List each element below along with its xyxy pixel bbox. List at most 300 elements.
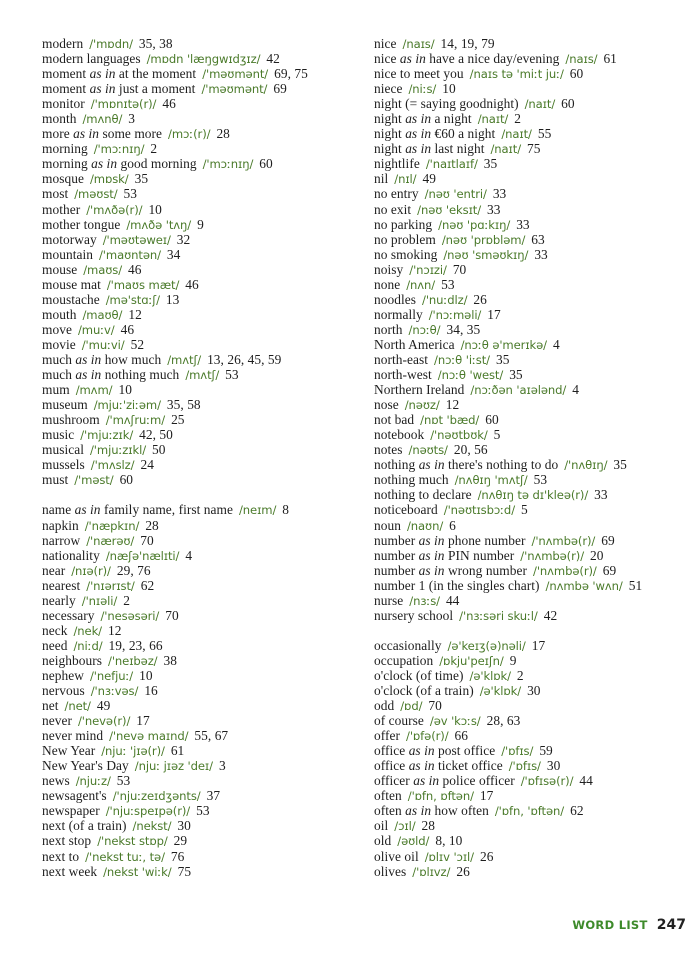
pronunciation: /nɔːθ 'west/ <box>437 368 504 383</box>
pronunciation: /nəʊ 'prɒbləm/ <box>441 232 526 247</box>
page-references: 5 <box>521 502 528 518</box>
headword: movie <box>42 336 76 352</box>
headword: modern languages <box>42 51 141 67</box>
pronunciation: /'nevə maɪnd/ <box>109 729 189 744</box>
headword: nursery school <box>374 607 454 623</box>
word-entry <box>42 307 377 322</box>
page-references: 17 <box>479 788 494 804</box>
pronunciation: /'næpkɪn/ <box>84 518 140 533</box>
page-references: 34, 35 <box>446 321 481 337</box>
headword: occupation <box>374 652 434 668</box>
pronunciation: /mʌtʃ/ <box>185 368 220 383</box>
headword: never mind <box>42 728 104 744</box>
page-references: 69 <box>602 562 617 578</box>
pronunciation: /naɪt/ <box>501 127 532 142</box>
page-references: 62 <box>140 577 155 593</box>
page-references: 29, 76 <box>116 562 151 578</box>
pronunciation: /nɔːθ ə'merɪkə/ <box>460 337 547 352</box>
page-references: 34 <box>166 246 181 262</box>
headword: net <box>42 698 59 714</box>
page-references: 63 <box>531 231 545 247</box>
pronunciation: /'məst/ <box>74 473 114 488</box>
usage-context: wrong number <box>447 562 528 578</box>
headword: number <box>374 532 416 548</box>
word-entry <box>374 758 700 773</box>
word-entry <box>42 849 377 864</box>
headword: nearest <box>42 577 81 593</box>
pronunciation: /'ɒfɪs/ <box>501 744 534 759</box>
word-entry <box>42 533 377 548</box>
word-entry <box>42 668 377 683</box>
headword: nil <box>374 171 389 187</box>
headword: often <box>374 788 402 804</box>
right-column <box>374 36 700 879</box>
headword: mum <box>42 382 70 398</box>
word-entry <box>374 502 700 517</box>
headword: mushroom <box>42 412 100 428</box>
headword: near <box>42 562 66 578</box>
word-entry <box>374 247 700 262</box>
pronunciation: /'naɪtlaɪf/ <box>425 157 478 172</box>
headword: more <box>42 126 70 142</box>
as-in-label: as in <box>418 547 445 563</box>
headword: motorway <box>42 231 97 247</box>
headword: none <box>374 276 401 292</box>
pronunciation: /naɪt/ <box>477 112 509 127</box>
headword: mussels <box>42 457 85 473</box>
headword: name <box>42 502 72 518</box>
page-references: 60 <box>561 96 575 112</box>
word-entry <box>42 247 377 262</box>
as-in-label: as in <box>405 803 432 819</box>
word-entry <box>374 457 700 472</box>
headword: North America <box>374 336 455 352</box>
word-entry <box>42 788 377 803</box>
pronunciation: /'nekst tuː, tə/ <box>85 849 165 864</box>
word-entry <box>42 608 377 623</box>
word-entry <box>374 202 700 217</box>
section-gap <box>42 487 377 502</box>
headword: mouth <box>42 306 77 322</box>
headword: modern <box>42 36 84 51</box>
pronunciation: /næʃə'nælɪti/ <box>105 548 180 563</box>
headword: office <box>374 743 406 759</box>
word-entry <box>42 773 377 788</box>
word-entry <box>42 202 377 217</box>
page-references: 35 <box>495 351 510 367</box>
word-entry <box>374 698 700 713</box>
word-entry <box>42 818 377 833</box>
page-references: 60 <box>569 66 584 82</box>
headword: olives <box>374 863 407 879</box>
headword: nice <box>374 51 397 67</box>
page-references: 61 <box>603 51 617 67</box>
word-entry <box>42 502 377 517</box>
word-entry <box>42 623 377 638</box>
page-references: 53 <box>196 803 210 819</box>
pronunciation: /muːv/ <box>77 322 115 337</box>
headword: next week <box>42 863 98 879</box>
as-in-label: as in <box>405 126 432 142</box>
page-references: 28, 63 <box>486 713 521 729</box>
page-references: 9 <box>197 216 204 232</box>
pronunciation: /'nekst stɒp/ <box>97 834 168 849</box>
word-entry <box>374 833 700 848</box>
page-references: 53 <box>225 367 239 383</box>
page-references: 6 <box>449 517 456 533</box>
pronunciation: /neɪm/ <box>239 503 277 518</box>
pronunciation: /'ɒlɪvz/ <box>412 864 451 879</box>
word-entry <box>374 126 700 141</box>
pronunciation: /niːs/ <box>408 82 437 97</box>
headword: no exit <box>374 201 412 217</box>
as-in-label: as in <box>405 141 432 157</box>
page-references: 10 <box>139 667 153 683</box>
pronunciation: /naɪs tə 'miːt juː/ <box>469 67 564 82</box>
word-entry <box>374 141 700 156</box>
headword: moment <box>42 81 87 97</box>
headword: nothing to declare <box>374 487 472 503</box>
page-references: 30 <box>546 758 561 774</box>
pronunciation: /'neɪbəz/ <box>108 653 158 668</box>
pronunciation: /'maʊntən/ <box>98 247 161 262</box>
page-references: 3 <box>128 111 136 127</box>
word-entry <box>374 427 700 442</box>
headword: niece <box>374 81 403 97</box>
word-entry <box>42 156 377 171</box>
page-references: 55 <box>537 126 552 142</box>
word-entry <box>374 397 700 412</box>
page-references: 44 <box>445 592 460 608</box>
headword: much <box>42 367 72 383</box>
as-in-label: as in <box>413 773 440 789</box>
word-entry <box>374 728 700 743</box>
headword: napkin <box>42 517 79 533</box>
page-references: 44 <box>579 773 593 789</box>
page-references: 35 <box>509 367 523 383</box>
headword: mouse mat <box>42 276 101 292</box>
headword: neck <box>42 622 68 638</box>
headword: nurse <box>374 592 404 608</box>
word-entry <box>374 412 700 427</box>
usage-context: have a nice day/evening <box>429 51 560 67</box>
headword: office <box>374 758 406 774</box>
page-references: 4 <box>185 547 193 563</box>
page-references: 76 <box>170 848 185 864</box>
headword: noticeboard <box>374 502 438 518</box>
page-references: 12 <box>108 622 122 638</box>
word-entry <box>374 563 700 578</box>
as-in-label: as in <box>75 367 102 383</box>
pronunciation: /əv 'kɔːs/ <box>429 714 481 729</box>
headword: nothing much <box>374 472 449 488</box>
word-entry <box>42 292 377 307</box>
word-entry <box>42 367 377 382</box>
pronunciation: /'nɔːməli/ <box>428 307 482 322</box>
pronunciation: /'nɜːvəs/ <box>90 684 139 699</box>
headword: nearly <box>42 592 76 608</box>
page-footer <box>572 914 686 933</box>
page-references: 60 <box>259 156 273 172</box>
pronunciation: /nɔːθ/ <box>408 322 441 337</box>
pronunciation: /ɒd/ <box>400 699 423 714</box>
word-entry <box>42 66 377 81</box>
page-references: 53 <box>441 276 455 292</box>
word-entry <box>42 833 377 848</box>
usage-context: a night <box>434 111 472 127</box>
pronunciation: /mʌm/ <box>75 383 113 398</box>
pronunciation: /mə'stɑːʃ/ <box>105 292 160 307</box>
word-entry <box>42 548 377 563</box>
page-references: 13, 26, 45, 59 <box>207 351 282 367</box>
headword: nice to meet you <box>374 66 464 82</box>
pronunciation: /'nefjuː/ <box>89 668 134 683</box>
page-references: 35, 38 <box>138 36 173 51</box>
pronunciation: /'nærəʊ/ <box>86 533 135 548</box>
headword: New Year's Day <box>42 758 129 774</box>
pronunciation: /'mɔːnɪŋ/ <box>202 157 254 172</box>
headword: no parking <box>374 216 433 232</box>
pronunciation: /əʊld/ <box>397 834 430 849</box>
headword: noun <box>374 517 401 533</box>
word-entry <box>42 743 377 758</box>
headword: newsagent's <box>42 788 107 804</box>
word-entry <box>374 322 700 337</box>
page-references: 61 <box>170 743 185 759</box>
word-entry <box>42 262 377 277</box>
page-references: 2 <box>516 667 524 683</box>
usage-context: how much <box>104 351 162 367</box>
pronunciation: /naɪt/ <box>490 142 522 157</box>
word-entry <box>42 232 377 247</box>
word-entry <box>374 81 700 96</box>
pronunciation: /nɪl/ <box>394 172 417 187</box>
headword: moustache <box>42 291 100 307</box>
page-references: 20, 56 <box>453 442 488 458</box>
headword: nephew <box>42 667 84 683</box>
page-references: 66 <box>454 728 469 744</box>
word-entry <box>42 352 377 367</box>
headword: moment <box>42 66 87 82</box>
headword: newspaper <box>42 803 100 819</box>
word-entry <box>374 713 700 728</box>
headword: north <box>374 321 403 337</box>
pronunciation: /'njuːzeɪdʒənts/ <box>112 789 201 804</box>
word-entry <box>374 111 700 126</box>
pronunciation: /maʊθ/ <box>82 307 123 322</box>
usage-context: ticket office <box>438 758 503 774</box>
word-entry <box>42 442 377 457</box>
word-entry <box>374 864 700 879</box>
as-in-label: as in <box>408 758 435 774</box>
pronunciation: /'maʊs mæt/ <box>106 277 180 292</box>
word-entry <box>42 683 377 698</box>
pronunciation: /'muːvi/ <box>81 337 125 352</box>
page-references: 69, 75 <box>274 66 308 82</box>
page-references: 3 <box>218 758 226 774</box>
headword: no entry <box>374 186 419 202</box>
word-entry <box>374 683 700 698</box>
word-entry <box>374 217 700 232</box>
pronunciation: /'mɔːnɪŋ/ <box>93 142 145 157</box>
pronunciation: /'nevə(r)/ <box>78 714 131 729</box>
pronunciation: /mʌðə 'tʌŋ/ <box>126 217 192 232</box>
pronunciation: /'məʊtəweɪ/ <box>102 232 171 247</box>
pronunciation: /ɒkju'peɪʃn/ <box>439 653 504 668</box>
usage-context: some more <box>102 126 163 142</box>
word-entry <box>374 638 700 653</box>
word-entry <box>42 81 377 96</box>
pronunciation: /nekst/ <box>132 819 172 834</box>
word-entry <box>42 412 377 427</box>
pronunciation: /net/ <box>64 699 91 714</box>
word-entry <box>42 427 377 442</box>
word-entry <box>42 36 377 51</box>
headword: olive oil <box>374 848 419 864</box>
pronunciation: /naɪs/ <box>565 52 598 67</box>
page-references: 46 <box>128 261 142 277</box>
page-references: 42 <box>266 51 280 67</box>
pronunciation: /'ɒfə(r)/ <box>406 729 449 744</box>
word-entry <box>374 608 700 623</box>
headword: nothing <box>374 457 416 473</box>
headword: not bad <box>374 412 415 428</box>
page-references: 30 <box>527 683 541 699</box>
pronunciation: /naʊn/ <box>406 518 444 533</box>
as-in-label: as in <box>75 351 102 367</box>
as-in-label: as in <box>418 562 445 578</box>
page-references: 33 <box>516 216 530 232</box>
pronunciation: /nɒt 'bæd/ <box>420 413 480 428</box>
word-entry <box>374 51 700 66</box>
pronunciation: /nəʊz/ <box>404 398 440 413</box>
word-entry <box>374 367 700 382</box>
page-references: 9 <box>509 652 517 668</box>
headword: noodles <box>374 291 417 307</box>
word-entry <box>374 803 700 818</box>
page-references: 33 <box>492 186 507 202</box>
page-references: 46 <box>162 96 176 112</box>
word-entry <box>42 864 377 879</box>
as-in-label: as in <box>73 126 100 142</box>
word-entry <box>42 382 377 397</box>
page-references: 70 <box>165 607 179 623</box>
page-references: 4 <box>553 336 560 352</box>
pronunciation: /nɜːs/ <box>409 593 440 608</box>
page-references: 53 <box>123 186 138 202</box>
word-entry <box>374 292 700 307</box>
usage-context: there's nothing to do <box>448 457 559 473</box>
pronunciation: /'nuːdlz/ <box>422 292 468 307</box>
headword: number <box>374 547 416 563</box>
left-column <box>42 36 377 879</box>
usage-context: family name, first name <box>103 502 233 518</box>
word-entry <box>42 277 377 292</box>
as-in-label: as in <box>418 457 445 473</box>
word-entry <box>374 277 700 292</box>
word-entry <box>374 262 700 277</box>
pronunciation: /mʌtʃ/ <box>167 352 202 367</box>
page-references: 51 <box>628 577 643 593</box>
word-entry <box>42 758 377 773</box>
page-references: 24 <box>140 457 154 473</box>
pronunciation: /ə'keɪʒ(ə)nəli/ <box>447 638 526 653</box>
word-entry <box>42 713 377 728</box>
page-references: 70 <box>428 698 442 714</box>
as-in-label: as in <box>89 66 116 82</box>
word-entry <box>374 472 700 487</box>
headword: narrow <box>42 532 81 548</box>
pronunciation: /'mɒnɪtə(r)/ <box>90 97 157 112</box>
pronunciation: /'mjuːzɪk/ <box>80 428 134 443</box>
pronunciation: /'nəʊtɪsbɔːd/ <box>443 503 515 518</box>
word-entry <box>374 66 700 81</box>
page-references: 46 <box>120 321 135 337</box>
word-entry <box>374 818 700 833</box>
word-entry <box>42 322 377 337</box>
word-entry <box>374 788 700 803</box>
headword: news <box>42 773 70 789</box>
page-references: 35 <box>483 156 498 172</box>
pronunciation: /niːd/ <box>73 638 103 653</box>
pronunciation: /nəʊ 'eksɪt/ <box>417 202 482 217</box>
word-entry <box>42 563 377 578</box>
pronunciation: /mɒsk/ <box>89 172 129 187</box>
word-entry <box>374 849 700 864</box>
word-entry <box>42 397 377 412</box>
usage-context: just a moment <box>118 81 196 97</box>
pronunciation: /'nəʊtbʊk/ <box>430 428 488 443</box>
pronunciation: /nɔːðən 'aɪələnd/ <box>470 383 567 398</box>
pronunciation: /njuː 'jɪə(r)/ <box>101 744 165 759</box>
page-references: 28 <box>421 818 436 834</box>
page-references: 26 <box>473 291 487 307</box>
page-references: 38 <box>163 652 177 668</box>
pronunciation: /'mɒdn/ <box>89 37 133 51</box>
section-gap <box>374 623 700 638</box>
word-entry <box>42 728 377 743</box>
headword: mother <box>42 201 81 217</box>
usage-context: post office <box>438 743 496 759</box>
pronunciation: /maʊs/ <box>83 262 123 277</box>
word-entry <box>42 141 377 156</box>
headword: number 1 (in the singles chart) <box>374 577 540 593</box>
page-references: 10 <box>442 81 456 97</box>
word-entry <box>42 518 377 533</box>
word-entry <box>374 773 700 788</box>
word-entry <box>42 186 377 201</box>
page-references: 46 <box>185 276 199 292</box>
usage-context: at the moment <box>118 66 197 82</box>
word-entry <box>374 96 700 111</box>
pronunciation: /'nɪəli/ <box>81 593 118 608</box>
page-references: 14, 19, 79 <box>440 36 495 51</box>
headword: move <box>42 321 72 337</box>
word-entry <box>374 653 700 668</box>
headword: no smoking <box>374 246 438 262</box>
page-references: 55, 67 <box>194 728 229 744</box>
word-entry <box>374 186 700 201</box>
page-references: 69 <box>601 532 615 548</box>
headword: night <box>374 111 402 127</box>
pronunciation: /mjuː'ziːəm/ <box>93 398 161 413</box>
page-references: 16 <box>144 683 158 699</box>
headword: nationality <box>42 547 100 563</box>
headword: neighbours <box>42 652 103 668</box>
headword: noisy <box>374 261 404 277</box>
word-entry <box>374 352 700 367</box>
word-entry <box>374 668 700 683</box>
